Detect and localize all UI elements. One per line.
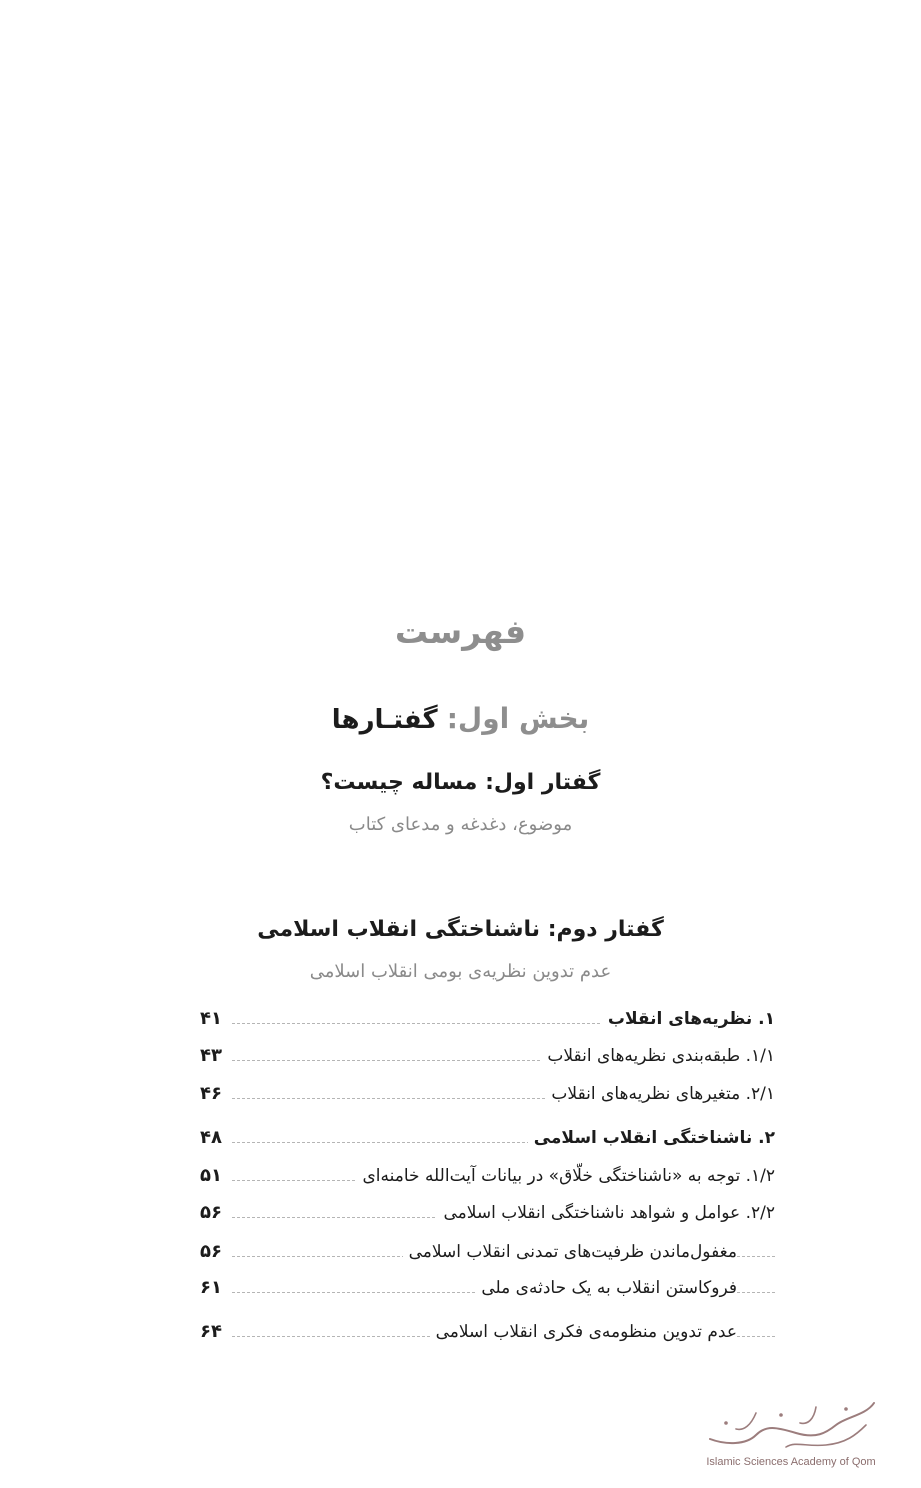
- toc-entry[interactable]: [200, 1124, 775, 1152]
- toc-entry[interactable]: [200, 1042, 775, 1070]
- chapter2-subtitle: عدم تدوین نظریه‌ی بومی انقلاب اسلامی: [309, 961, 612, 982]
- toc-entry-label: مغفول‌ماندن ظرفیت‌های تمدنی انقلاب اسلامی: [403, 1238, 737, 1266]
- academy-signature-logo: [696, 1395, 886, 1455]
- toc-entry[interactable]: [200, 1005, 775, 1033]
- toc-entry-page: ۴۳: [200, 1045, 222, 1066]
- toc-entry-page: ۶۴: [200, 1321, 222, 1342]
- chapter1-title: گفتار اول: مساله چیست؟: [320, 770, 601, 795]
- toc-entry[interactable]: [200, 1162, 775, 1190]
- toc-title: فهرست: [394, 612, 527, 651]
- toc-entry-label: ۲/۱. متغیرهای نظریه‌های انقلاب: [545, 1080, 775, 1108]
- toc-entry-page: ۵۱: [200, 1165, 222, 1186]
- part-heading: [0, 702, 921, 735]
- toc-entry[interactable]: [200, 1274, 775, 1302]
- academy-caption: Islamic Sciences Academy of Qom: [706, 1456, 876, 1468]
- chapter1-subtitle: موضوع، دغدغه و مدعای کتاب: [348, 814, 573, 835]
- toc-entry-label: ۲. ناشناختگی انقلاب اسلامی: [528, 1124, 775, 1152]
- toc-entry-label: ۱. نظریه‌های انقلاب: [602, 1005, 775, 1033]
- toc-entry-page: ۵۶: [200, 1202, 222, 1223]
- toc-entry-page: ۴۱: [200, 1008, 222, 1029]
- part-label: بخش اول:: [446, 702, 590, 735]
- academy-logo: [696, 1395, 886, 1475]
- toc-entry-label: ۱/۱. طبقه‌بندی نظریه‌های انقلاب: [541, 1042, 775, 1070]
- toc-entry-label: ۲/۲. عوامل و شواهد ناشناختگی انقلاب اسلامی: [437, 1199, 775, 1227]
- toc-entry-page: ۴۸: [200, 1127, 222, 1148]
- toc-entry[interactable]: [200, 1318, 775, 1346]
- toc-entry[interactable]: [200, 1080, 775, 1108]
- toc-entry-label: ۱/۲. توجه به «ناشناختگی خلّاق» در بیانات آیت‌الله خامنه‌ای: [356, 1162, 775, 1190]
- toc-entry-page: ۶۱: [200, 1277, 222, 1298]
- toc-entry[interactable]: [200, 1238, 775, 1266]
- toc-entry[interactable]: [200, 1199, 775, 1227]
- chapter2-title: گفتار دوم: ناشناختگی انقلاب اسلامی: [257, 917, 664, 942]
- toc-entry-label: فروکاستن انقلاب به یک حادثه‌ی ملی: [475, 1274, 737, 1302]
- toc-entry-page: ۵۶: [200, 1241, 222, 1262]
- toc-entry-page: ۴۶: [200, 1083, 222, 1104]
- toc-entry-label: عدم تدوین منظومه‌ی فکری انقلاب اسلامی: [430, 1318, 737, 1346]
- part-title: گفتـارها: [331, 705, 438, 735]
